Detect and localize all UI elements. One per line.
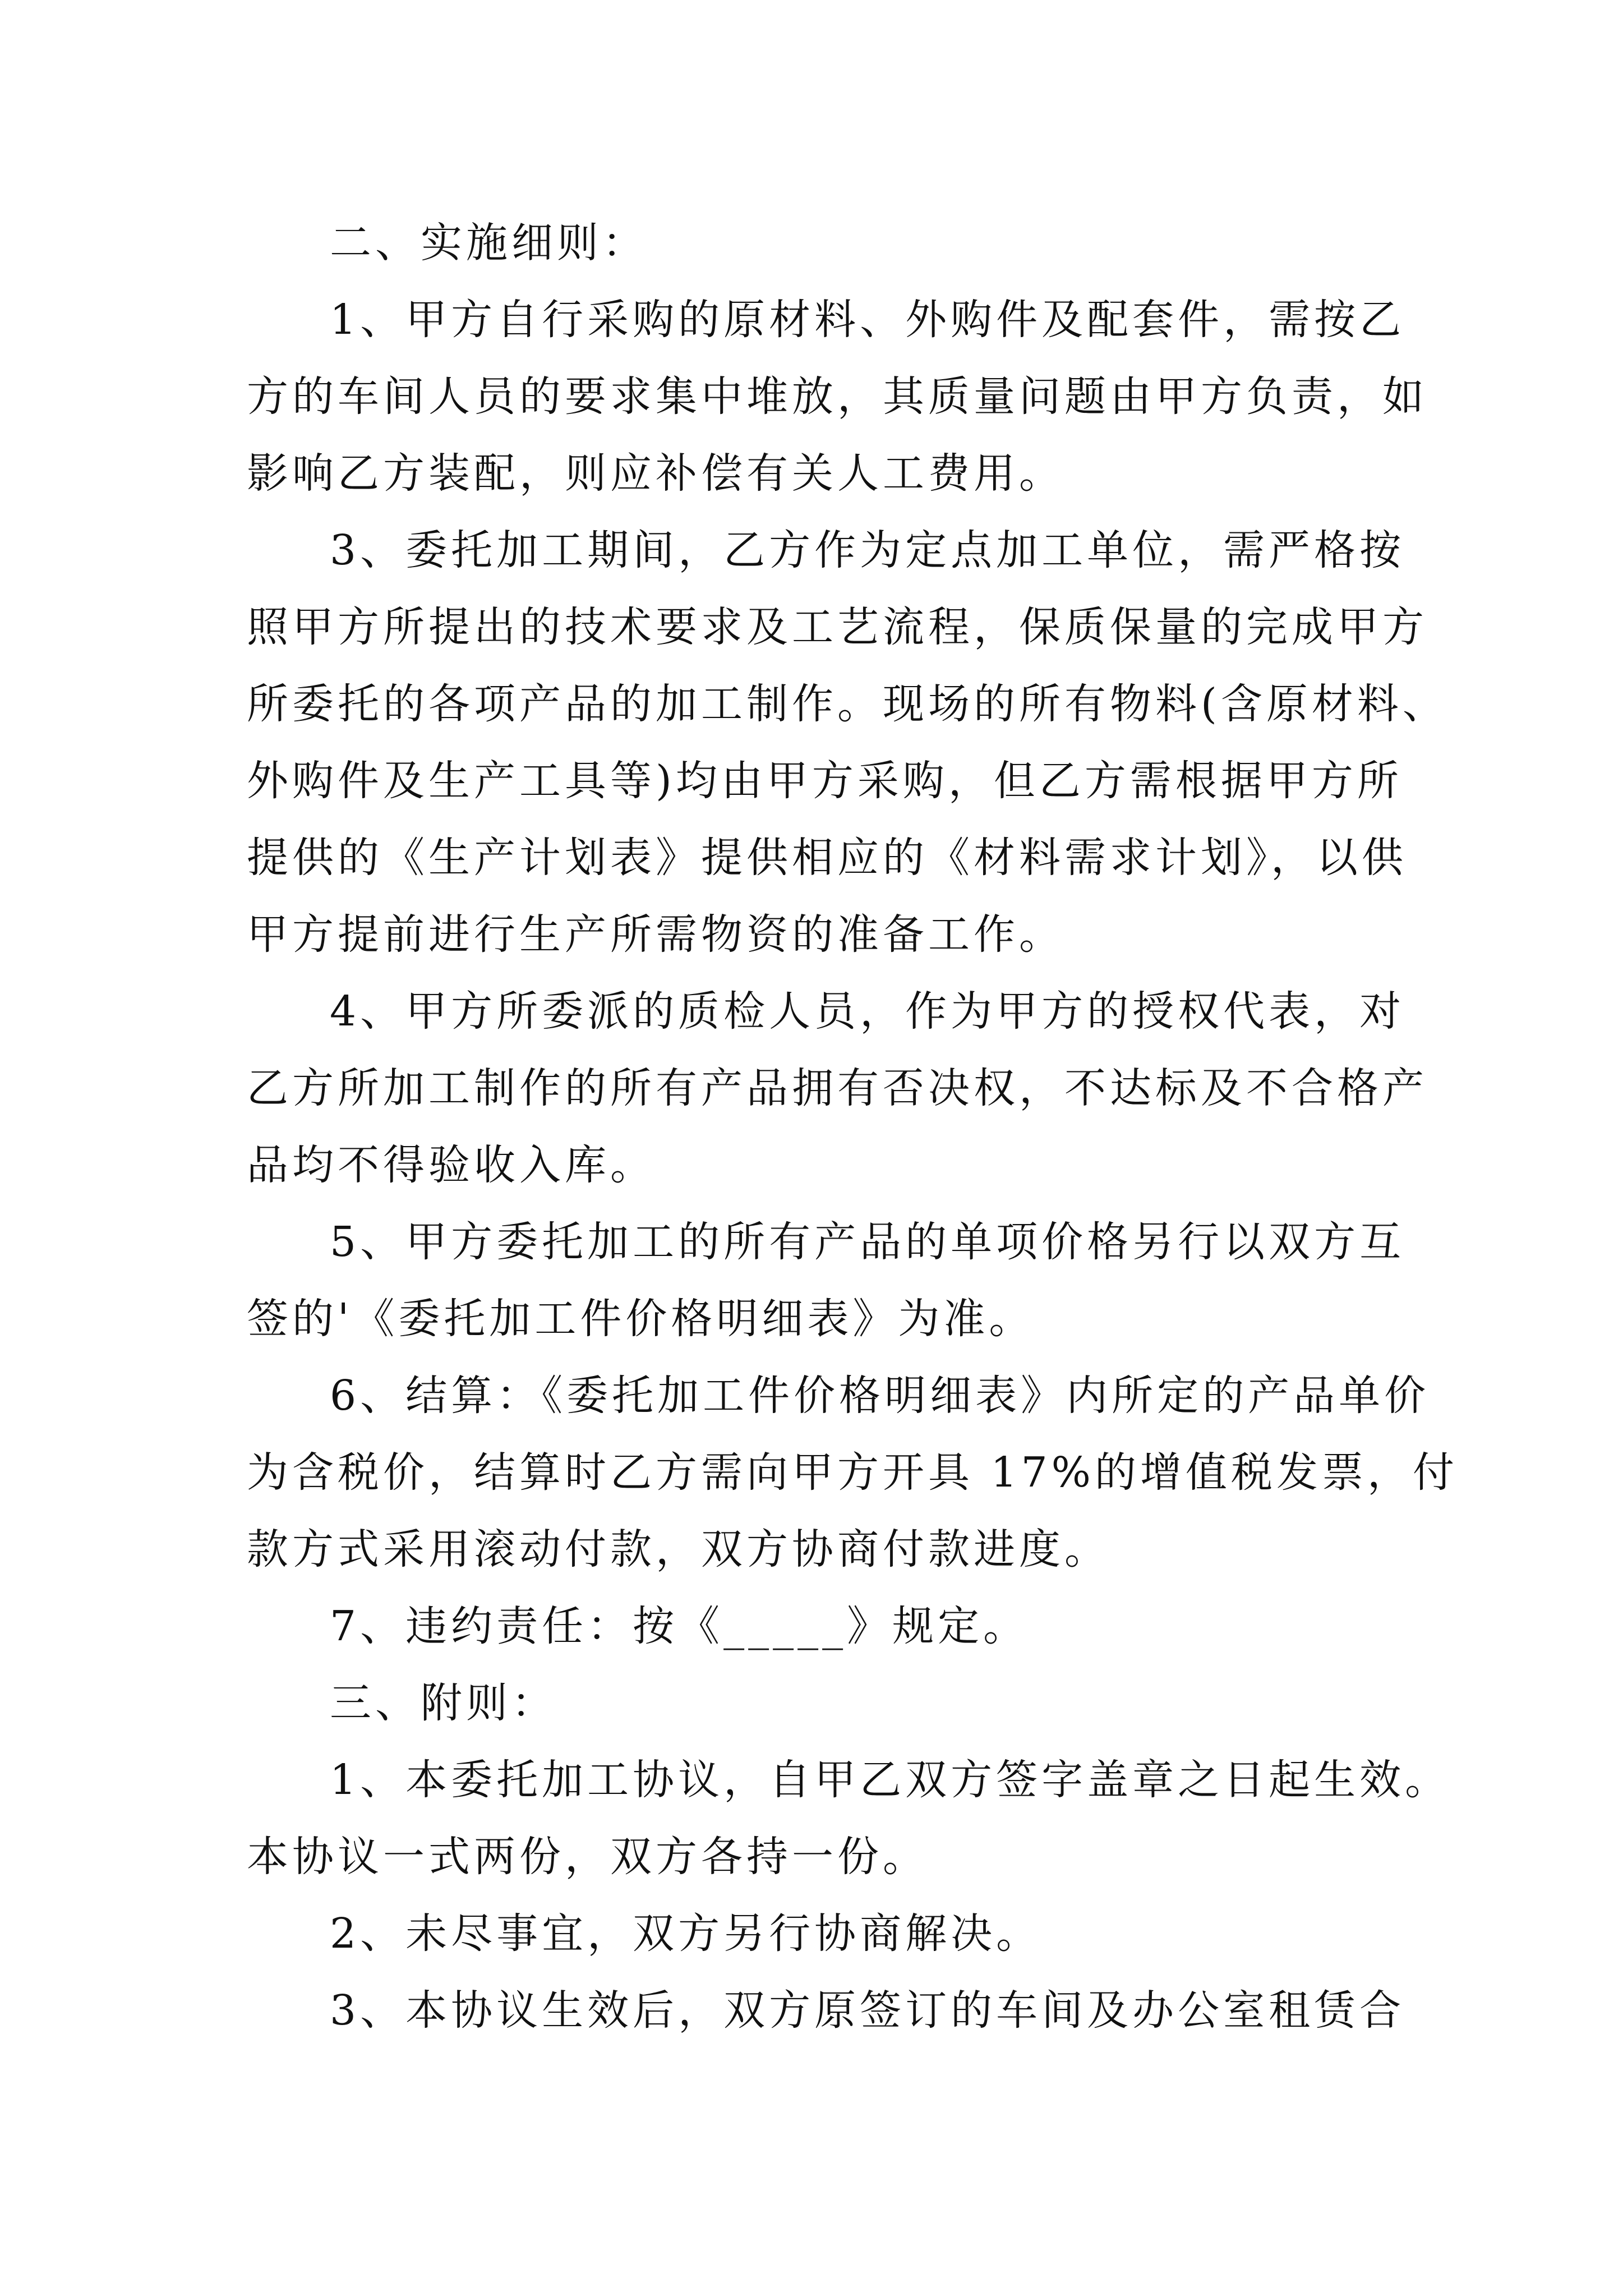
section-heading-supplementary: 三、附则：: [330, 1679, 557, 1727]
paragraph-line: 4、甲方所委派的质检人员，作为甲方的授权代表，对: [330, 987, 1405, 1036]
paragraph-line: 签的'《委托加工件价格明细表》为准。: [247, 1295, 1035, 1343]
paragraph-line: 款方式采用滚动付款，双方协商付款进度。: [247, 1525, 1110, 1573]
paragraph-line: 乙方所加工制作的所有产品拥有否决权，不达标及不合格产: [247, 1064, 1428, 1112]
document-body: [247, 205, 1458, 2049]
paragraph-line: 品均不得验收入库。: [247, 1141, 656, 1189]
paragraph-line: 7、违约责任：按《_____》规定。: [330, 1602, 1029, 1650]
paragraph-line: 提供的《生产计划表》提供相应的《材料需求计划》，以供: [247, 834, 1407, 882]
paragraph-line: 3、委托加工期间，乙方作为定点加工单位，需严格按: [330, 526, 1405, 574]
paragraph-line: 本协议一式两份，双方各持一份。: [247, 1833, 928, 1881]
paragraph-line: 5、甲方委托加工的所有产品的单项价格另行以双方互: [330, 1218, 1405, 1266]
paragraph-line: 2、未尽事宜，双方另行协商解决。: [330, 1910, 1042, 1958]
paragraph-line: 外购件及生产工具等)均由甲方采购，但乙方需根据甲方所: [247, 757, 1403, 805]
paragraph-line: 1、本委托加工协议，自甲乙双方签字盖章之日起生效。: [330, 1756, 1451, 1804]
paragraph-line: 甲方提前进行生产所需物资的准备工作。: [247, 910, 1064, 959]
paragraph-line: 3、本协议生效后，双方原签订的车间及办公室租赁合: [330, 1986, 1405, 2035]
paragraph-line: 6、结算：《委托加工件价格明细表》内所定的产品单价: [330, 1372, 1430, 1420]
paragraph-line: 1、甲方自行采购的原材料、外购件及配套件，需按乙: [330, 296, 1405, 344]
paragraph-line: 照甲方所提出的技术要求及工艺流程，保质保量的完成甲方: [247, 603, 1428, 651]
paragraph-line: 方的车间人员的要求集中堆放，其质量问题由甲方负责，如: [247, 372, 1428, 421]
section-heading-implementation: 二、实施细则：: [330, 219, 648, 267]
paragraph-line: 为含税价，结算时乙方需向甲方开具 17%的增值税发票，付: [247, 1448, 1458, 1497]
paragraph-line: 所委托的各项产品的加工制作。现场的所有物料(含原材料、: [247, 680, 1448, 728]
paragraph-line: 影响乙方装配，则应补偿有关人工费用。: [247, 449, 1064, 498]
